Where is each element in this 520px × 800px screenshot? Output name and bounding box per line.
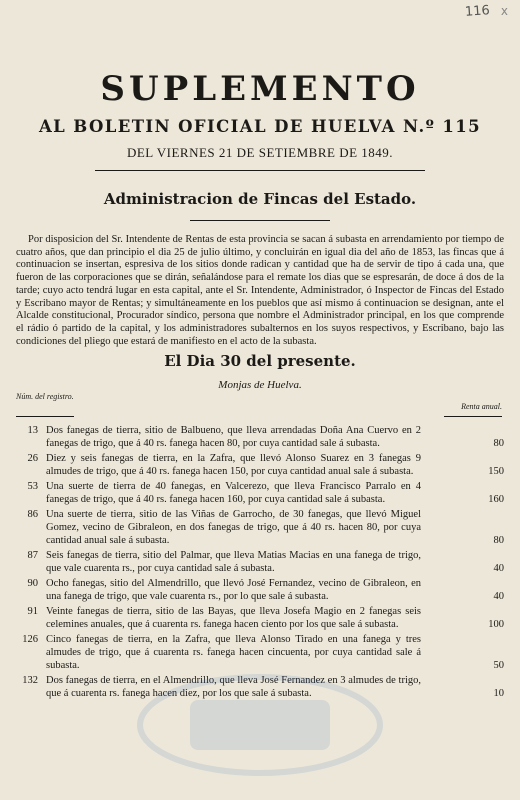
pencil-annotation: 116 <box>464 3 491 20</box>
property-description: Dos fanegas de tierra, sitio de Balbueno, que lleva arrendadas Doña Ana Cuervo en 2 fanegas de trigo, que á 40 rs. fanega hacen 80, por cuya cantidad sale á subasta. <box>46 425 421 449</box>
registry-number: 126 <box>22 634 38 645</box>
list-item <box>16 577 506 603</box>
column-header-number: Núm. del registro. <box>16 392 74 401</box>
annual-rent: 10 <box>493 688 504 699</box>
list-item <box>16 674 506 700</box>
annual-rent: 40 <box>493 591 504 602</box>
registry-number: 13 <box>27 425 38 436</box>
annual-rent: 80 <box>493 438 504 449</box>
list-item <box>16 633 506 672</box>
list-item <box>16 508 506 547</box>
annual-rent: 100 <box>488 619 504 630</box>
intro-paragraph: Por disposicion del Sr. Intendente de Rentas de esta provincia se sacan á subasta en arrendamiento por tiempo de cuatro años, que dan principio el dia 25 de julio último, y concluirán en igual dia del año de 1853, las fincas que á continuacion se insertan, espresiva de los sitios donde radican y cantidad que ha de servir de tipo á cada una, que fueron de las corporaciones que se dirán, señalándose para el remate los dias que se espresarán, de doce á dos de la tarde; cuyo acto tendrá lugar en esta capital, ante el Sr. Intendente, Administrador, ó Inspector de Fincas del Estado y Escribano mayor de Rentas; y simultáneamente en los pueblos que así mismo á continuacion se designan, ante el Alcalde constitucional, Procurador síndico, persona que nombre el Administrador principal, en los que comprende el rádio ó partido de la capital, y los administradores subalternos en los suyos respectivos, y Escribano, bajo las condiciones del pliego que estará de manifiesto en el acto de la subasta. <box>16 234 504 347</box>
issue-date: DEL VIERNES 21 DE SETIEMBRE DE 1849. <box>126 145 394 160</box>
registry-number: 90 <box>27 578 38 589</box>
registry-number: 91 <box>27 606 38 617</box>
divider <box>190 220 330 221</box>
registry-number: 86 <box>27 509 38 520</box>
page-subtitle: AL BOLETIN OFICIAL DE HUELVA N.º 115 <box>38 117 482 136</box>
auction-day-title: El Dia 30 del presente. <box>164 352 356 370</box>
section-title: Administracion de Fincas del Estado. <box>103 190 417 208</box>
property-list <box>16 424 506 702</box>
list-item <box>16 549 506 575</box>
annual-rent: 40 <box>493 563 504 574</box>
auction-place: Monjas de Huelva. <box>218 379 302 391</box>
property-description: Una suerte de tierra, sitio de las Viñas de Garrocho, de 30 fanegas, que llevó Miguel Gomez, vecino de Gibraleon, en dos fanegas de trigo, que á 40 rs. hacen 80, por cuya cantidad anual sale á subasta. <box>46 509 421 546</box>
property-description: Seis fanegas de tierra, sitio del Palmar, que lleva Matias Macias en una fanega de trigo, que vale cuarenta rs., por cuya cantidad sale á subasta. <box>46 550 421 574</box>
annual-rent: 50 <box>493 660 504 671</box>
column-rule <box>444 416 502 417</box>
corner-mark: x <box>500 4 508 18</box>
property-description: Ocho fanegas, sitio del Almendrillo, que llevó José Fernandez, vecino de Gibraleon, en una fanega de trigo, que vale cuarenta rs., por lo que sale á subasta. <box>46 578 421 602</box>
registry-number: 53 <box>27 481 38 492</box>
registry-number: 132 <box>22 675 38 686</box>
list-item <box>16 605 506 631</box>
page-title: SUPLEMENTO <box>100 69 420 109</box>
registry-number: 87 <box>27 550 38 561</box>
property-description: Una suerte de tierra de 40 fanegas, en Valcerezo, que lleva Francisco Parralo en 4 fanegas de trigo, que á 40 rs. fanega hacen 160, por cuya cantidad sale á subasta. <box>46 481 421 505</box>
list-item <box>16 424 506 450</box>
list-item <box>16 452 506 478</box>
column-header-rent: Renta anual. <box>461 402 502 411</box>
annual-rent: 80 <box>493 535 504 546</box>
annual-rent: 150 <box>488 466 504 477</box>
list-item <box>16 480 506 506</box>
divider <box>95 170 425 171</box>
annual-rent: 160 <box>488 494 504 505</box>
column-rule <box>16 416 74 417</box>
registry-number: 26 <box>27 453 38 464</box>
property-description: Veinte fanegas de tierra, sitio de las Bayas, que lleva Josefa Magio en 2 fanegas seis celemines anuales, que á cuarenta rs. fanega hacen ciento por los que sale á subasta. <box>46 606 421 630</box>
property-description: Diez y seis fanegas de tierra, en la Zafra, que llevó Alonso Suarez en 3 fanegas 9 almudes de trigo, que á 40 rs. fanega hacen 150, por cuya cantidad anual sale á subasta. <box>46 453 421 477</box>
property-description: Cinco fanegas de tierra, en la Zafra, que lleva Alonso Tirado en una fanega y tres almudes de trigo, que á cuarenta rs. fanega hacen cincuenta, por cuya cantidad sale á subasta. <box>46 634 421 671</box>
property-description: Dos fanegas de tierra, en el Almendrillo, que lleva José Fernandez en 3 almudes de trigo, que á cuarenta rs. fanega hacen diez, por los que sale á subasta. <box>46 675 421 699</box>
